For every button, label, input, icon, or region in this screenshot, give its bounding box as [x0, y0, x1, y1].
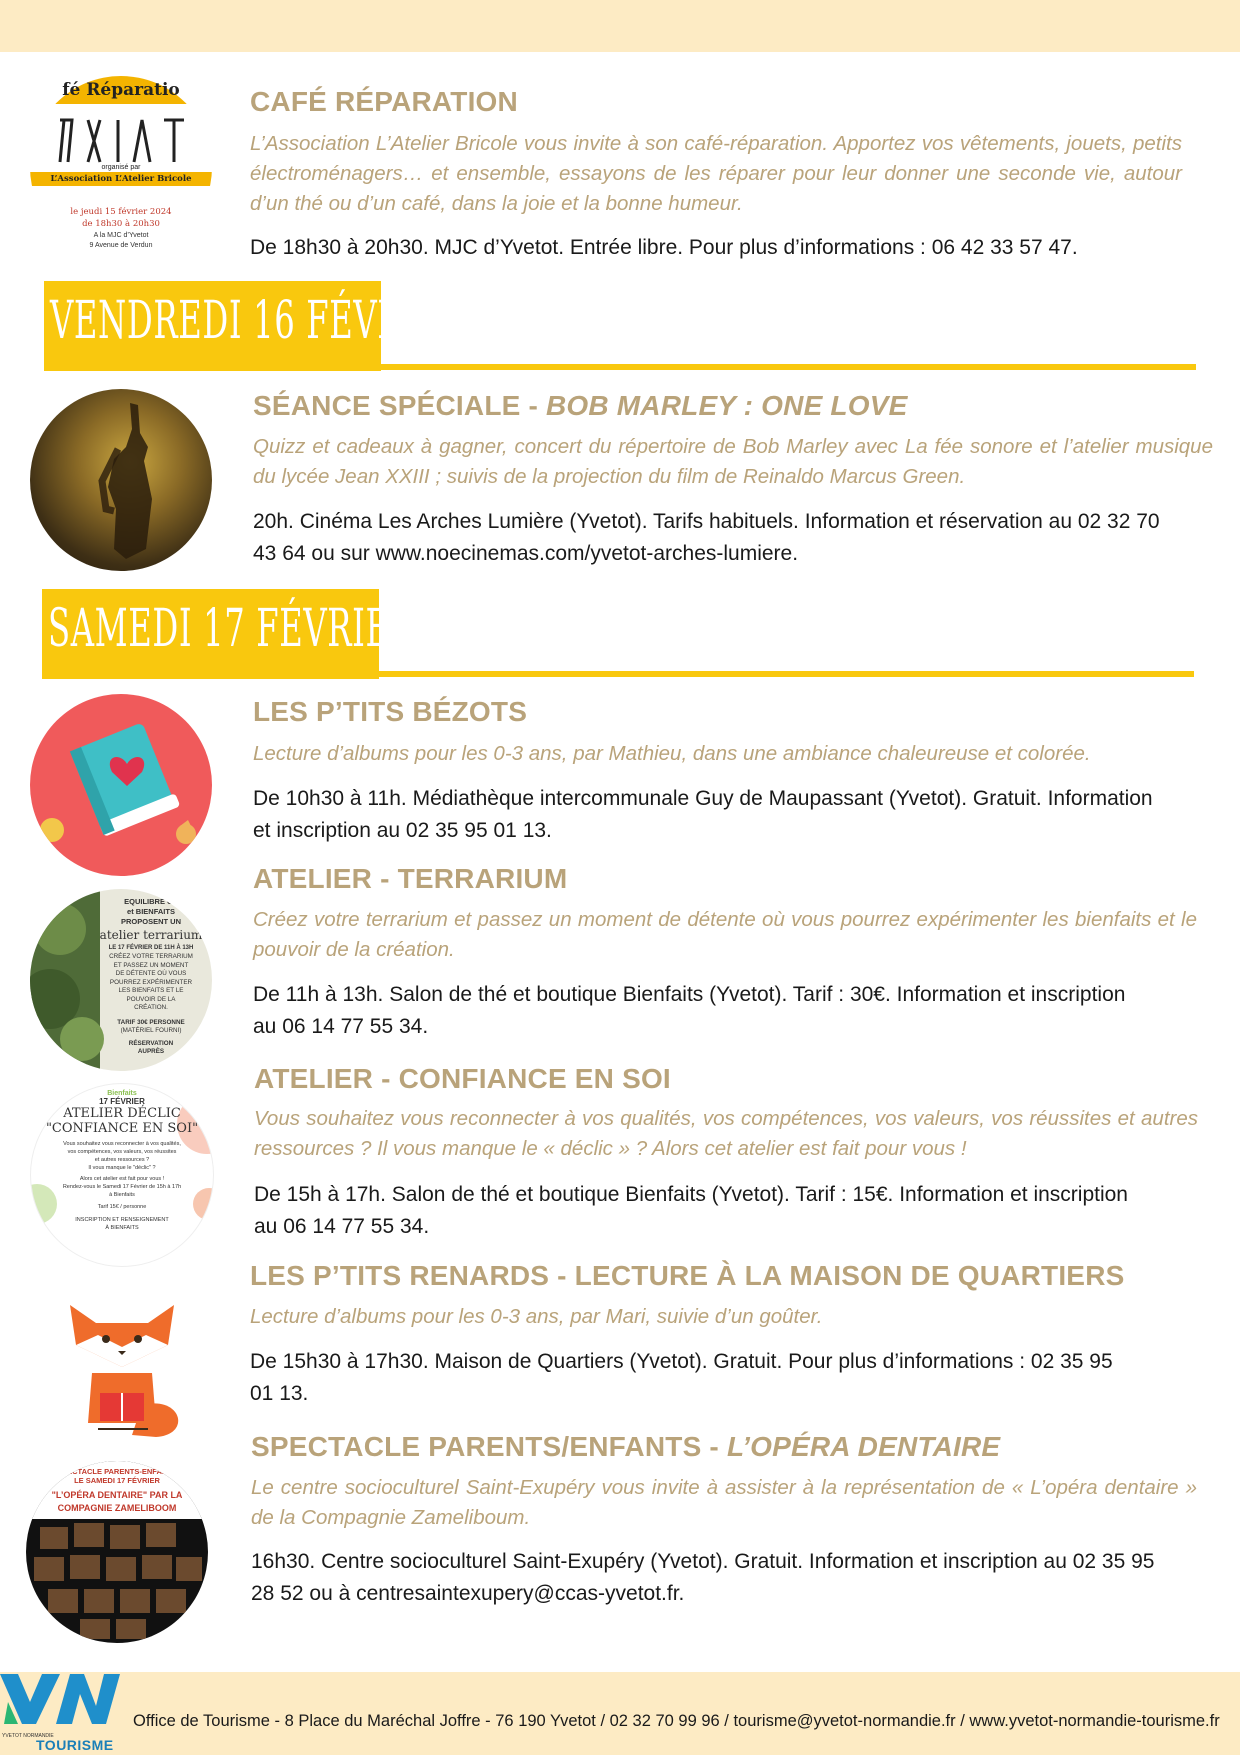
- poster-line: organisé par: [101, 164, 141, 171]
- opera-dentaire-poster: [26, 1461, 208, 1643]
- event-info: De 10h30 à 11h. Médiathèque intercommunale Guy de Maupassant (Yvetot). Gratuit. Information et inscription au 02 35 95 01 13.: [253, 787, 1153, 842]
- event-description: Vous souhaitez vous reconnecter à vos qualités, vos compétences, vos valeurs, vos réussites et autres ressources ? Il vous manque le « déclic » ? Alors cet atelier est fait pour vous !: [254, 1107, 1198, 1160]
- event-info: 20h. Cinéma Les Arches Lumière (Yvetot). Tarifs habituels. Information et réservation au 02 32 70 43 64 ou sur www.noecinemas.com/yvetot-arches-lumiere.: [253, 510, 1160, 565]
- poster-line: le jeudi 15 février 2024: [70, 207, 172, 217]
- poster-body: Alors cet atelier est fait pour vous !: [79, 1176, 165, 1182]
- event-description: Le centre socioculturel Saint-Exupéry vous invite à assister à la représentation de « L’opéra dentaire » de la Compagnie Zameliboum.: [251, 1476, 1197, 1529]
- event-description: Quizz et cadeaux à gagner, concert du répertoire de Bob Marley avec La fée sonore et l’atelier musique du lycée Jean XXIII ; suivis de la projection du film de Reinaldo Marcus Green.: [253, 435, 1213, 488]
- event-info: De 15h30 à 17h30. Maison de Quartiers (Yvetot). Gratuit. Pour plus d’informations : 02 35 95 01 13.: [250, 1350, 1113, 1405]
- event-title: ATELIER - TERRARIUM: [253, 863, 568, 894]
- event-title: LES P’TITS BÉZOTS: [253, 696, 528, 727]
- poster-line: TARIF 30€ PERSONNE: [117, 1018, 185, 1026]
- poster-line: A la MJC d’Yvetot: [93, 232, 149, 239]
- event-title: ATELIER - CONFIANCE EN SOI: [254, 1063, 671, 1094]
- poster-body: et autres ressources ?: [94, 1157, 150, 1163]
- event-description: L’Association L’Atelier Bricole vous invite à son café-réparation. Apportez vos vêtements, jouets, petits électroménagers… et ensemble, essayons de les réparer pour leur donner une seconde vie, autour d’un thé ou d’un café, dans la joie et la bonne humeur.: [250, 132, 1182, 215]
- day-title: SAMEDI 17 FÉVRIER: [48, 599, 415, 659]
- poster-line: L’Association L’Atelier Bricole: [50, 174, 192, 184]
- poster-body: Vous souhaitez vous reconnecter à vos qualités,: [63, 1141, 181, 1147]
- poster-line: CRÉEZ VOTRE TERRARIUM: [109, 953, 193, 960]
- poster-line: ET PASSEZ UN MOMENT: [113, 961, 189, 969]
- fox-reading-illustration: [52, 1295, 192, 1445]
- day-title: VENDREDI 16 FÉVRIER: [50, 291, 465, 351]
- poster-line: COMPAGNIE ZAMELIBOOM: [57, 1503, 177, 1513]
- poster-line: DE DÉTENTE OÙ VOUS: [115, 970, 187, 977]
- poster-line: CRÉATION.: [134, 1004, 168, 1011]
- singer-silhouette: [30, 389, 212, 571]
- poster-line: PROPOSENT UN: [120, 917, 181, 926]
- poster-line: de 18h30 à 20h30: [82, 219, 160, 229]
- poster-line: 9 Avenue de Verdun: [89, 242, 153, 249]
- poster-line: SPECTACLE PARENTS-ENFANTS: [57, 1467, 177, 1476]
- poster-line: POUVOIR DE LA: [126, 995, 176, 1003]
- poster-line: atelier terrarium: [99, 928, 203, 942]
- top-band: [0, 0, 1240, 52]
- poster-line: "L’OPÉRA DENTAIRE" PAR LA: [51, 1490, 183, 1500]
- poster-banner-text: fé Réparatio: [62, 80, 180, 100]
- day-underline: [378, 671, 1194, 677]
- event-description: Lecture d’albums pour les 0-3 ans, par Mathieu, dans une ambiance chaleureuse et colorée.: [253, 742, 1091, 765]
- book-heart-icon: [30, 694, 212, 876]
- poster-line: "CONFIANCE EN SOI": [45, 1121, 199, 1136]
- cafe-reparation-poster: [30, 76, 212, 258]
- logo-label: TOURISME: [36, 1737, 114, 1753]
- poster-line: EQUILIBRE CA: [124, 897, 178, 906]
- poster-body: INSCRIPTION ET RENSEIGNEMENT: [75, 1217, 169, 1223]
- poster-body: Tarif 15€ / personne: [97, 1204, 147, 1210]
- event-info: De 15h à 17h. Salon de thé et boutique Bienfaits (Yvetot). Tarif : 15€. Information et inscription au 06 14 77 55 34.: [254, 1183, 1128, 1238]
- poster-line: LE SAMEDI 17 FÉVRIER: [74, 1476, 160, 1485]
- poster-body: vos compétences, vos valeurs, vos réussites: [67, 1149, 177, 1155]
- poster-line: LE 17 FÉVRIER DE 11H À 13H: [108, 945, 194, 951]
- event-info: 16h30. Centre socioculturel Saint-Exupéry (Yvetot). Gratuit. Information et inscription au 02 35 95 28 52 ou à centresaintexupery@ccas-yvetot.fr.: [251, 1550, 1155, 1605]
- event-info: De 11h à 13h. Salon de thé et boutique Bienfaits (Yvetot). Tarif : 30€. Information et inscription au 06 14 77 55 34.: [253, 983, 1126, 1038]
- event-title-emphasis: L’OPÉRA DENTAIRE: [726, 1431, 1001, 1462]
- poster-line: LES BIENFAITS ET LE: [118, 987, 184, 994]
- poster-line: (MATÉRIEL FOURNI): [120, 1027, 182, 1034]
- poster-line: POURREZ EXPÉRIMENTER: [109, 978, 193, 986]
- poster-line: et BIENFAITS: [127, 907, 175, 916]
- event-title-emphasis: BOB MARLEY : ONE LOVE: [545, 390, 908, 421]
- event-title-main: SPECTACLE PARENTS/ENFANTS -: [251, 1431, 727, 1462]
- footer-contact-text: Office de Tourisme - 8 Place du Maréchal Joffre - 76 190 Yvetot / 02 32 70 99 96 / tourisme@yvetot-normandie.fr / www.yvetot-normandie-tourisme.fr: [133, 1712, 1220, 1730]
- event-description: Lecture d’albums pour les 0-3 ans, par Mari, suivie d’un goûter.: [250, 1305, 823, 1328]
- poster-line: ATELIER DÉCLIC: [63, 1106, 181, 1121]
- event-info: De 18h30 à 20h30. MJC d’Yvetot. Entrée libre. Pour plus d’informations : 06 42 33 57 47.: [250, 236, 1078, 259]
- event-title: [253, 390, 907, 422]
- poster-body: À BIENFAITS: [105, 1225, 139, 1231]
- bob-marley-film-still: [30, 389, 212, 571]
- event-title: CAFÉ RÉPARATION: [250, 86, 518, 117]
- poster-line: AUPRÈS: [137, 1048, 165, 1055]
- confiance-en-soi-poster: [30, 1083, 214, 1267]
- poster-body: à Bienfaits: [109, 1192, 135, 1198]
- event-title-main: SÉANCE SPÉCIALE -: [253, 390, 546, 421]
- poster-body: Il vous manque le "déclic" ?: [88, 1165, 156, 1171]
- event-title: [251, 1431, 1000, 1463]
- poster-date: 17 FÉVRIER: [99, 1097, 145, 1106]
- day-underline: [380, 364, 1196, 370]
- poster-body: Rendez-vous le Samedi 17 Février de 15h à 17h: [62, 1184, 182, 1190]
- terrarium-poster: [30, 889, 212, 1071]
- logo-subtitle: YVETOT NORMANDIE: [2, 1733, 54, 1739]
- event-title: LES P’TITS RENARDS - LECTURE À LA MAISON DE QUARTIERS: [250, 1260, 1125, 1291]
- poster-brand: Bienfaits: [107, 1090, 137, 1097]
- poster-line: RÉSERVATION: [128, 1039, 174, 1047]
- bezots-book-illustration: [30, 694, 212, 876]
- fox-icon: [52, 1295, 192, 1445]
- event-description: Créez votre terrarium et passez un moment de détente où vous pourrez expérimenter les bienfaits et le pouvoir de la création.: [253, 908, 1197, 961]
